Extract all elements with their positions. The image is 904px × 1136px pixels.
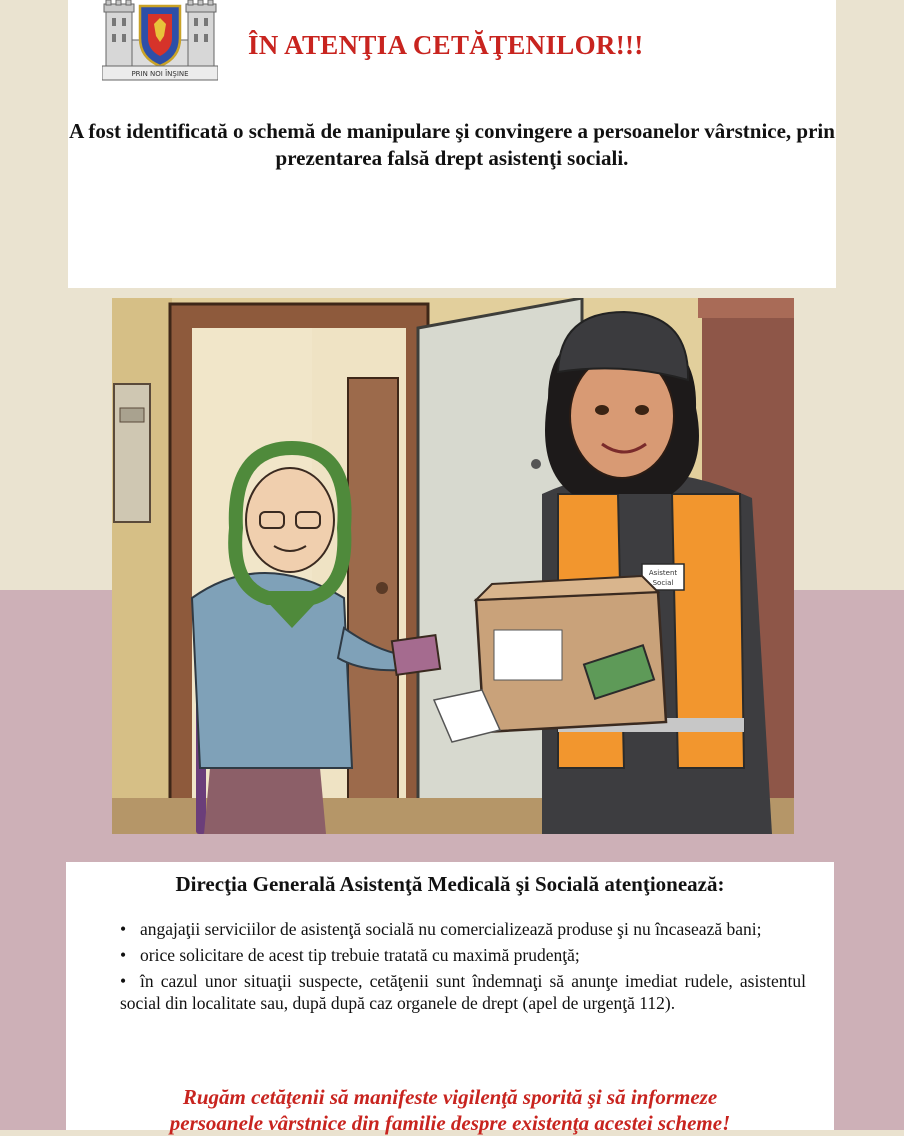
bullet-dot-icon: •	[120, 971, 127, 991]
intro-text: A fost identificată o schemă de manipulare şi convingere a persoanelor vârstnice, prin prezentarea falsă drept asistenţi sociali.	[69, 119, 835, 170]
header-panel	[68, 0, 836, 288]
closing-appeal	[66, 1084, 834, 1136]
closing-appeal-line-1: Rugăm cetăţenii să manifeste vigilenţă sporită şi să informeze	[182, 1085, 718, 1109]
bullet-dot-icon: •	[120, 945, 127, 965]
page-title: ÎN ATENŢIA CETĂŢENILOR!!!	[248, 30, 644, 60]
closing-appeal-line-2: persoanele vârstnice din familie despre existenţa acestei scheme!	[169, 1111, 731, 1135]
list-item: • în cazul unor situaţii suspecte, cetăţenii sunt îndemnaţi să anunţe imediat rudele, asistentul social din localitate sau, după după caz organele de drept (apel de urgenţă 112).	[120, 971, 806, 1013]
notice-heading: Direcţia Generală Asistenţă Medicală şi Socială atenţionează:	[175, 872, 725, 896]
worker-badge-line1: Asistent	[648, 569, 678, 577]
worker-badge-line2: Social	[652, 579, 674, 587]
logo-motto: PRIN NOI ÎNŞINE	[131, 70, 189, 78]
list-item: • angajaţii serviciilor de asistenţă socială nu comercializează produse şi nu încasează bani;	[120, 919, 762, 939]
scam-illustration	[112, 298, 794, 834]
list-item: • orice solicitare de acest tip trebuie tratată cu maximă prudenţă;	[120, 945, 580, 965]
bullet-dot-icon: •	[120, 919, 127, 939]
city-coat-of-arms-logo	[102, 0, 218, 82]
notice-bullet-list	[120, 918, 806, 1018]
notice-panel	[66, 862, 834, 1135]
